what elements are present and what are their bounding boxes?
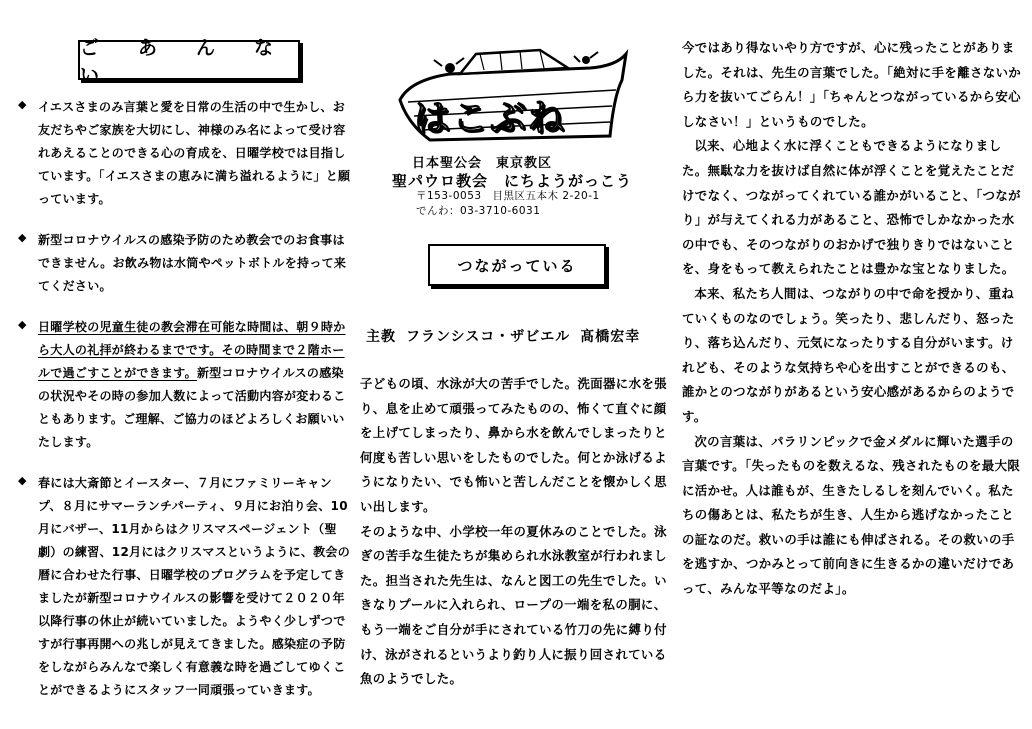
- article-paragraph: 本来、私たち人間は、つながりの中で命を授かり、重ねていくものなのでしょう。笑ったり、悲しんだり、怒ったり、落ち込んだり、元気になったりする自分がいます。けれども、そのような気持ちや心を出すことができるのも、誰かとのつながりがあるという安心感があるからのようです。: [682, 285, 1015, 424]
- article-paragraph: そのような中、小学校一年の夏休みのことでした。泳ぎの苦手な生徒たちが集められ水泳教室が行われました。担当された先生は、なんと図工の先生でした。いきなりプールに入れられ、ロープの一端を私の胴に、もう一端をご自分が手にされている竹刀の先に縛り付け、泳がされるというより釣り人に振り回されている魚のようでした。: [360, 523, 667, 687]
- article-body-right: [682, 36, 1026, 602]
- guide-item-text: 春には大斎節とイースター、７月にファミリーキャンプ、８月にサマーランチパーティ、９月にお泊り会、10月にバザー、11月からはクリスマスページェント（聖劇）の練習、12月にはクリスマスというように、教会の暦に合わせた行事、日曜学校のプログラムを予定してきましたが新型コロナウイルスの影響を受けて２０２０年以降行事の休止が続いていました。ようやく少しずつですが行事再開への兆しが見えてきました。感染症の予防をしながらみんなで楽しく有意義な時を過ごしてゆくことができるようにスタッフ一同頑張っていきます。: [38, 476, 351, 697]
- left-column: [12, 0, 354, 729]
- article-paragraph: 子どもの頃、水泳が大の苦手でした。洗面器に水を張り、息を止めて頑張ってみたものの、怖くて直ぐに顔を上げてしまったり、鼻から水を飲んでしまったりと何度も苦しい思いをしたものでした。何とか泳げるようになりたい、でも怖いと苦しんだことを懐かしく思い出します。: [360, 376, 667, 514]
- diamond-bullet-icon: ◆: [18, 474, 27, 487]
- guide-item: [12, 229, 354, 298]
- guide-item-underlined: 日曜学校の児童生徒の教会滞在可能な時間は、朝９時から大人の礼拝が終わるまでです。その時間まで２階ホールで過ごすことができます。: [38, 320, 346, 380]
- diamond-bullet-icon: ◆: [18, 318, 27, 331]
- article-paragraph: 今ではあり得ないやり方ですが、心に残ったことがありました。それは、先生の言葉でした。「絶対に手を離さないから力を抜いてごらん！」「ちゃんとつながっているから安心しなさい！」というものでした。: [682, 40, 1022, 129]
- church-name: 聖パウロ教会 にちようがっこう: [392, 172, 633, 190]
- guide-item-rest: 新型コロナウイルスの感染の状況やその時の参加人数によって活動内容が変わることもあります。ご理解、ご協力のほどよろしくお願いいたします。: [38, 366, 346, 449]
- article-paragraph: 以来、心地よく水に浮くこともできるようになりました。無駄な力を抜けば自然に体が浮くことを覚えたことだけでなく、つながってくれている誰かがいること、「つながり」が与えてくれる力があること、恐怖でしかなかった水の中でも、そのつながりのおかげで独りきりではないことを、身をもって教えられたことは豊かな宝となりました。: [682, 138, 1021, 277]
- article-author: [366, 326, 640, 346]
- author-name: フランシスコ・ザビエル: [406, 329, 571, 345]
- guide-item-text: イエスさまのみ言葉と愛を日常の生活の中で生かし、お友だちやご家族を大切にし、神様のみ名によって受け容れあえることのできる心の育成を、日曜学校では目指しています。「イエスさまの恵みに満ち溢れるように」と願っています。: [38, 100, 351, 206]
- guide-list: [12, 96, 354, 720]
- guide-item: [12, 96, 354, 211]
- church-phone: でんわ：03-3710-6031: [416, 205, 541, 217]
- diamond-bullet-icon: ◆: [18, 98, 27, 111]
- guide-item-text: [38, 316, 354, 454]
- article-paragraph: 次の言葉は、パラリンピックで金メダルに輝いた選手の言葉です。「失ったものを数えるな、残されたものを最大限に活かせ。人は誰もが、生きたしるしを刻んでいく。私たちの傷あとは、私たちが生き、人生から逃げなかったことの証なのだ。救いの手は誰にも伸ばされる。その救いの手を逃すか、つかみとって前向きに生きるかの違いだけであって、みんな平等なのだよ」。: [682, 433, 1021, 597]
- author-surname: 髙橋宏幸: [580, 329, 641, 345]
- church-diocese: 日本聖公会 東京教区: [412, 156, 553, 171]
- guide-item: [12, 316, 354, 454]
- author-role: 主教: [366, 329, 396, 345]
- article-title: つながっている: [428, 244, 606, 286]
- church-address: 〒153-0053 目黒区五本木 2-20-1: [416, 190, 600, 202]
- newsletter-logo: はこぶね: [414, 98, 567, 139]
- guide-title: ご あ ん な い: [80, 37, 313, 86]
- article-body-middle: [360, 372, 674, 692]
- middle-column: [356, 0, 674, 729]
- diamond-bullet-icon: ◆: [18, 231, 27, 244]
- guide-item: [12, 472, 354, 702]
- right-column: [678, 0, 1026, 729]
- guide-item-text: 新型コロナウイルスの感染予防のため教会でのお食事はできません。お飲み物は水筒やペットボトルを持って来てください。: [38, 233, 347, 293]
